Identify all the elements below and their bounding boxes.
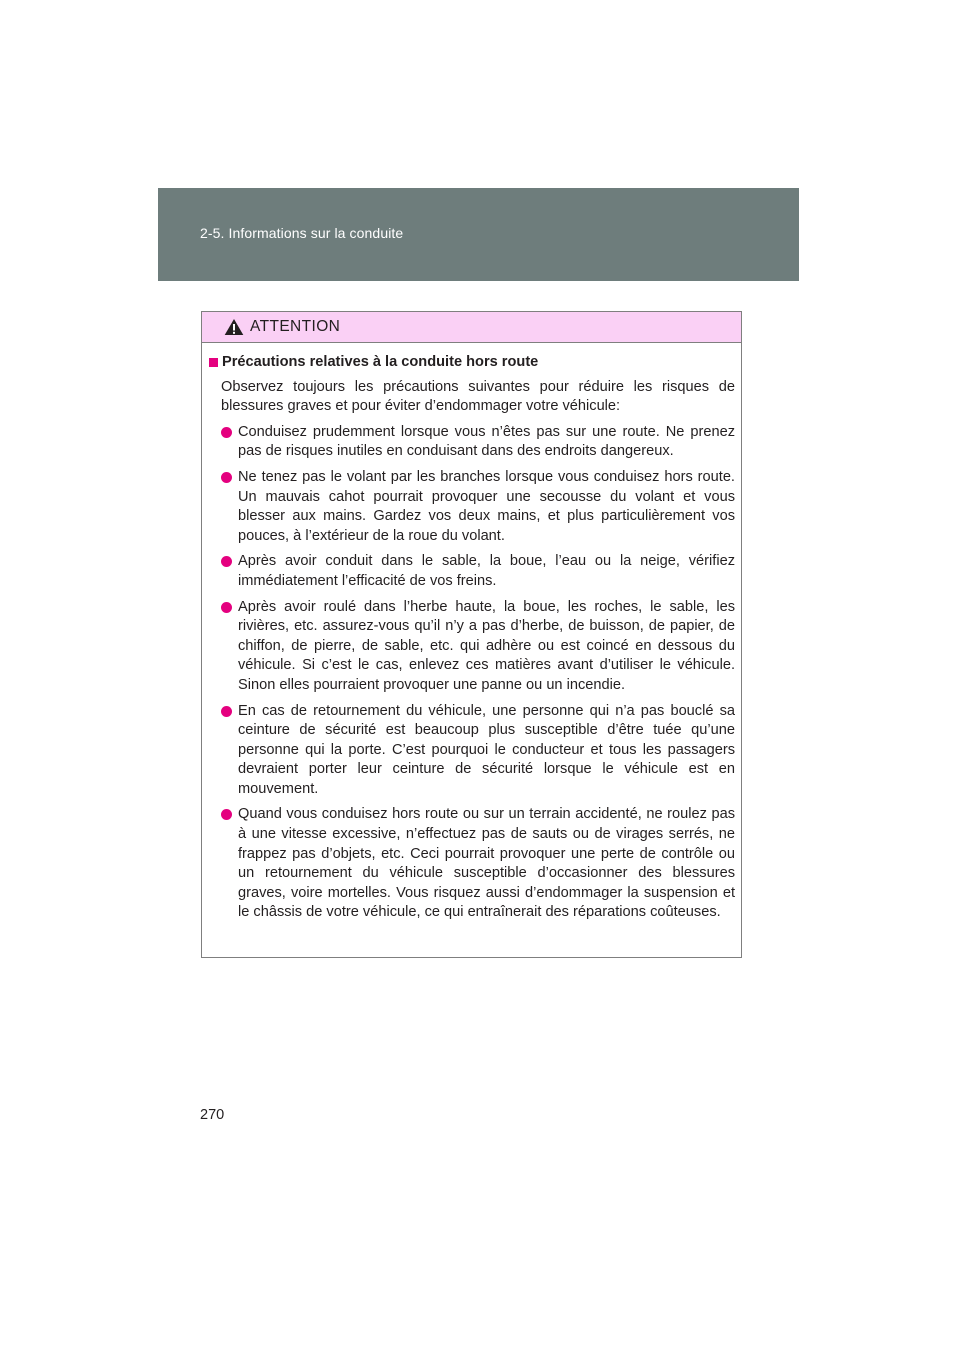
list-item	[209, 805, 735, 923]
circle-bullet-icon	[221, 427, 232, 438]
square-bullet-icon	[209, 358, 218, 367]
precaution-list	[209, 423, 735, 923]
circle-bullet-icon	[221, 809, 232, 820]
warning-content	[209, 353, 735, 923]
list-item-text: Quand vous conduisez hors route ou sur un terrain accidenté, ne roulez pas à une vitesse excessive, n’effectuez pas de sauts ou de virages serrés, ne frappez pas d’objets, etc. Ceci pourrait provoquer une perte de contrôle ou un retournement du véhicule susceptible d’occasionner des blessures graves, voire mortelles. Vous risquez aussi d’endommager la suspension et le châssis de votre véhicule, ce qui entraînerait des réparations coûteuses.	[238, 806, 735, 921]
list-item-text: Après avoir conduit dans le sable, la boue, l’eau ou la neige, vérifiez immédiatement l’efficacité de vos freins.	[238, 553, 735, 589]
section-header-band	[158, 188, 799, 281]
warning-title-bar	[202, 312, 741, 343]
list-item-text: Ne tenez pas le volant par les branches lorsque vous conduisez hors route. Un mauvais cahot pourrait provoquer une secousse du volant et vous blesser aux mains. Gardez vos deux mains, et plus particulièrement vos pouces, à l’extérieur de la roue du volant.	[238, 468, 735, 544]
list-item	[209, 468, 735, 546]
warning-box	[201, 311, 742, 958]
list-item-text: Après avoir roulé dans l’herbe haute, la boue, les roches, le sable, les rivières, etc. assurez-vous qu’il n’y a pas d’herbe, de buisson, de papier, de chiffon, de pierre, de sable, etc. qui adhère ou est coincé en dessous du véhicule. Si c’est le cas, enlevez ces matières avant d’utiliser le véhicule. Sinon elles pourraient provoquer une panne ou un incendie.	[238, 598, 735, 693]
list-item	[209, 702, 735, 800]
list-item	[209, 598, 735, 696]
list-item	[209, 552, 735, 591]
list-item-text: Conduisez prudemment lorsque vous n’êtes pas sur une route. Ne prenez pas de risques inutiles en conduisant dans des endroits dangereux.	[238, 423, 735, 460]
warning-intro: Observez toujours les précautions suivantes pour réduire les risques de blessures graves et pour éviter d’endommager votre véhicule:	[221, 378, 735, 415]
circle-bullet-icon	[221, 556, 232, 567]
circle-bullet-icon	[221, 706, 232, 717]
list-item-text: En cas de retournement du véhicule, une personne qui n’a pas bouclé sa ceinture de sécurité est beaucoup plus susceptible d’être tuée qu’une personne qui la porte. C’est pourquoi le conducteur et tous les passagers devraient porter leur ceinture de sécurité lorsque le véhicule est en mouvement.	[238, 702, 735, 797]
list-item	[209, 423, 735, 462]
warning-title: ATTENTION	[250, 318, 341, 335]
circle-bullet-icon	[221, 472, 232, 483]
circle-bullet-icon	[221, 602, 232, 613]
warning-heading-text: Précautions relatives à la conduite hors route	[222, 354, 539, 370]
page-number: 270	[200, 1107, 225, 1123]
warning-triangle-icon	[224, 318, 244, 336]
section-title: 2-5. Informations sur la conduite	[200, 225, 404, 241]
warning-heading	[209, 353, 735, 373]
